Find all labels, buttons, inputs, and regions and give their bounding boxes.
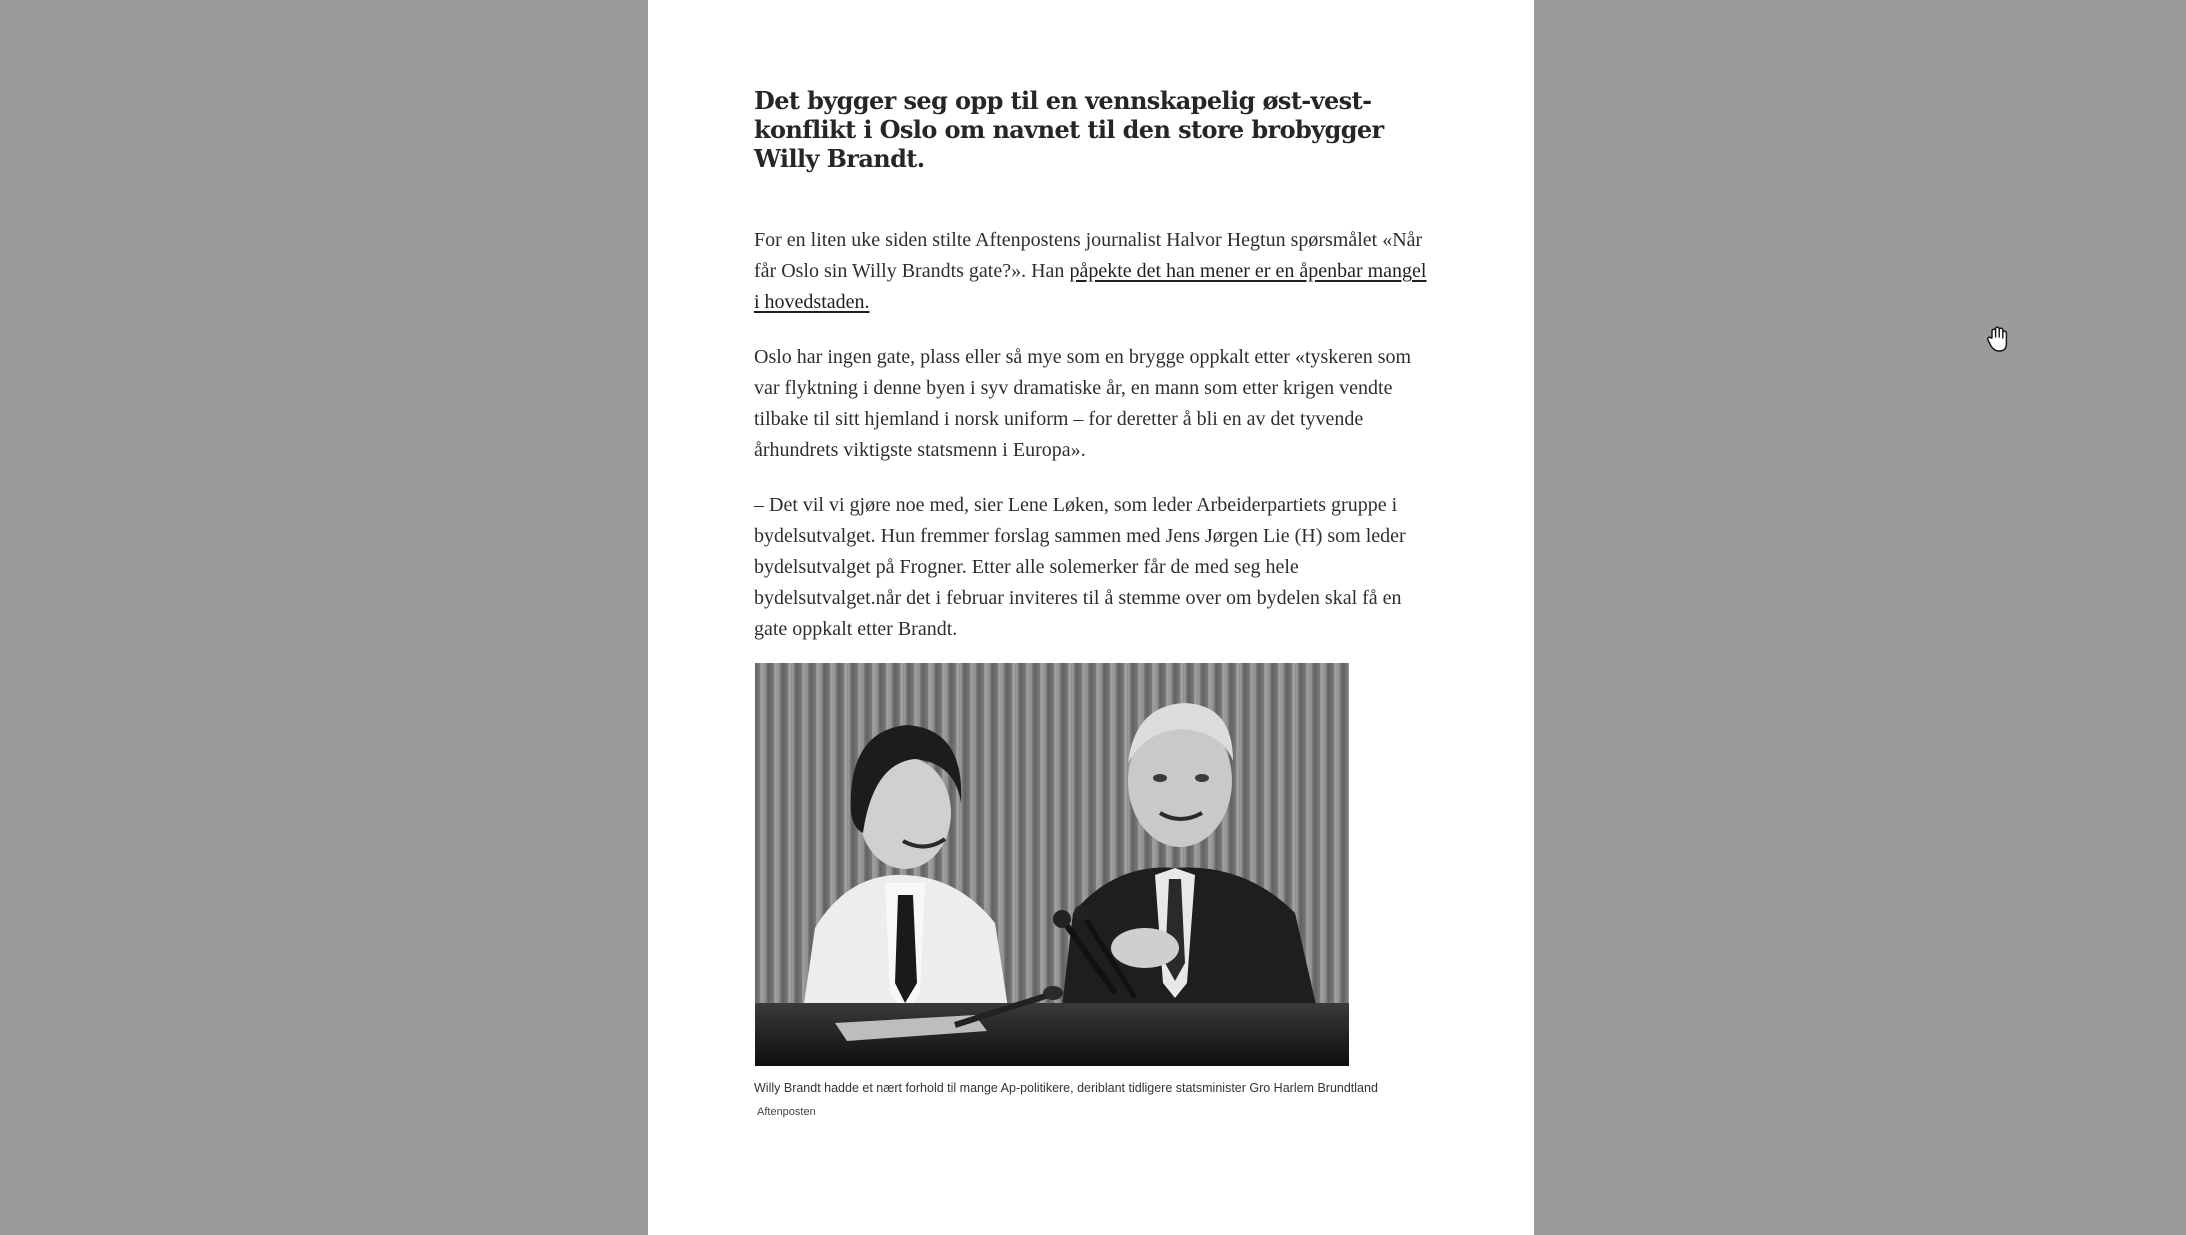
press-photo [755, 663, 1349, 1066]
paragraph-2: Oslo har ingen gate, plass eller så mye som en brygge oppkalt etter «tyskeren som var flyktning i denne byen i syv dramatiske år, en mann som etter krigen vendte tilbake til sitt hjemland i norsk uniform – for deretter å bli en av det tyvende århundrets viktigste statsmenn i Europa». [754, 346, 1412, 461]
photo-caption: Willy Brandt hadde et nært forhold til mange Ap-politikere, deriblant tidligere statsminister Gro Harlem Brundtland [754, 1081, 1378, 1095]
document-page [648, 0, 1534, 1235]
article-link[interactable]: påpekte det han mener er en åpenbar mangel i hovedstaden. [754, 260, 1427, 313]
article-figure [754, 663, 1434, 1118]
paragraph-3: – Det vil vi gjøre noe med, sier Lene Løken, som leder Arbeiderpartiets gruppe i bydelsutvalget. Hun fremmer forslag sammen med Jens Jørgen Lie (H) som leder bydelsutvalget på Frogner. Etter alle solemerker får de med seg hele bydelsutvalget.når det i februar inviteres til å stemme over om bydelen skal få en gate oppkalt etter Brandt. [754, 494, 1406, 640]
photo-credit: Aftenposten [757, 1106, 816, 1118]
paragraph-1-text: For en liten uke siden stilte Aftenpostens journalist Halvor Hegtun spørsmålet «Når får Oslo sin Willy Brandts gate?». Han [754, 229, 1423, 282]
paragraph-1 [754, 225, 1434, 318]
article-headline: Det bygger seg opp til en vennskapelig øst-vest-konflikt i Oslo om navnet til den store brobygger Willy Brandt. [754, 86, 1384, 173]
hand-grab-icon [1986, 325, 2010, 353]
article-body [754, 86, 1434, 1118]
